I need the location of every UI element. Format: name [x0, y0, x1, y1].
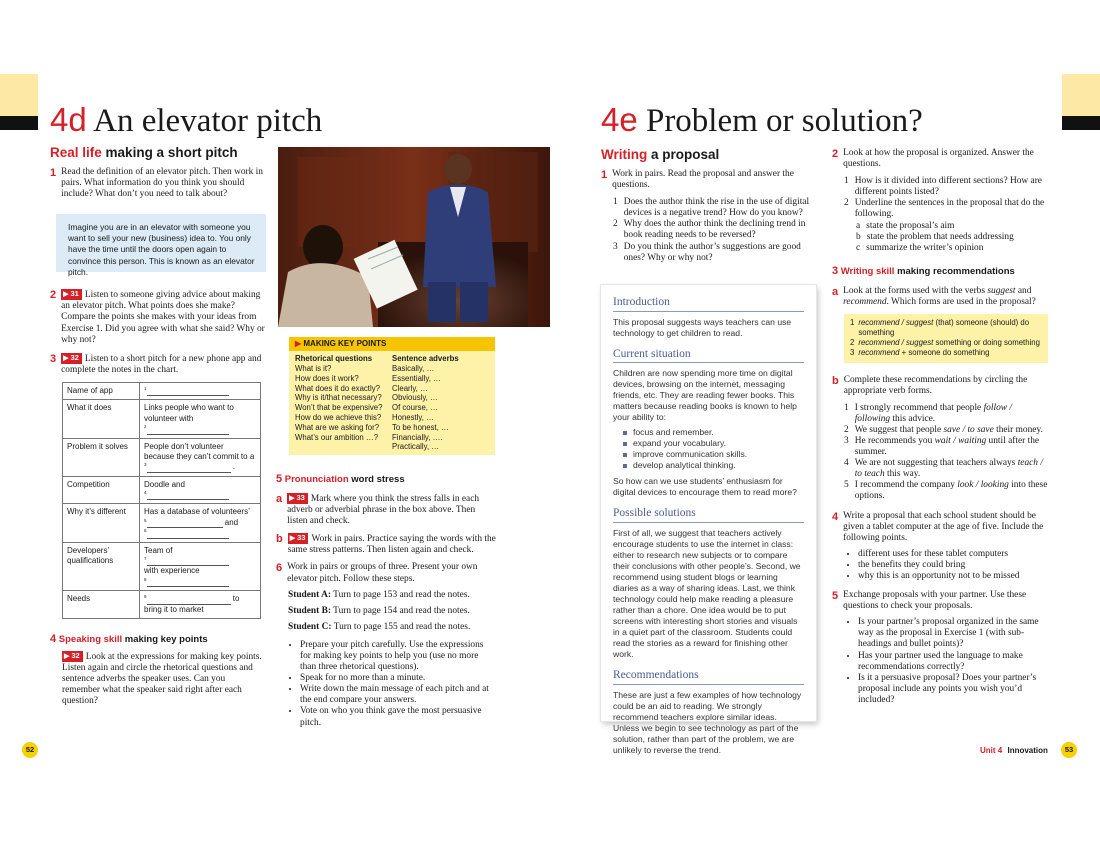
proposal-heading-situation: Current situation — [613, 347, 804, 364]
rhetorical-questions-column: Rhetorical questions What is it? How does it work? What does it do exactly? Why is it/that necessary? Won’t that be expensive? How do we achieve this? What are we asking for? What’s our ambition …? — [295, 354, 392, 452]
key-points-header: ▶ MAKING KEY POINTS — [289, 337, 495, 351]
table-row: Problem it solves People don’t volunteer because they can’t commit to a $^3$ . — [63, 438, 261, 476]
list-item: • Write down the main message of each pitch and at the end compare your answers. — [300, 684, 496, 706]
sentence-adverb: Clearly, … — [392, 383, 428, 393]
sentence-adverb: Essentially, … — [392, 373, 441, 383]
list-item: • different uses for these tablet computers — [858, 549, 1048, 560]
rhetorical-question: How does it work? — [295, 373, 359, 383]
question-list — [613, 197, 817, 264]
choice-option[interactable]: teach / to teach — [854, 458, 1043, 480]
exercise-5b: b ▶ 33 Work in pairs. Practice saying the words with the same stress patterns. Then listen again and check. — [276, 533, 496, 556]
list-item: 5 I recommend the company look / looking into these options. — [844, 480, 1048, 502]
exercise-2: 2 Look at how the proposal is organized. Answer the questions. — [832, 148, 1034, 170]
choice-option[interactable]: look / looking — [957, 480, 1009, 491]
audio-track-icon[interactable]: ▶ 32 — [62, 651, 83, 662]
list-item: • why this is an opportunity not to be missed — [858, 571, 1048, 582]
list-item: develop analytical thinking. — [623, 460, 804, 471]
right-edge-band — [1062, 116, 1100, 130]
table-row: Needs $^9$ to bring it to market — [63, 591, 261, 619]
lesson-code: 4e — [601, 101, 638, 138]
organization-questions — [844, 176, 1048, 254]
list-item: a state the proposal’s aim — [856, 220, 955, 231]
rhetorical-question: How do we achieve this? — [295, 412, 382, 422]
left-edge-band — [0, 116, 38, 130]
page-title-left — [50, 103, 322, 138]
exercise-1: 1 Work in pairs. Read the proposal and answer the questions. — [601, 169, 794, 191]
audio-track-icon[interactable]: ▶ 33 — [287, 493, 308, 504]
making-key-points-box — [289, 337, 495, 455]
list-item: 2 Underline the sentences in the proposal that do the following. — [844, 198, 1045, 220]
right-edge-tab — [1062, 74, 1100, 116]
left-edge-tab — [0, 74, 38, 116]
rhetorical-question: What does it do exactly? — [295, 383, 380, 393]
list-item: • Is your partner’s proposal organized in the same way as the proposal in Exercise 1 (with sub-headings and bullet points)? — [858, 617, 1048, 650]
elevator-photo-illustration — [278, 147, 550, 327]
section-heading-writing: Writing a proposal — [601, 147, 720, 162]
recommendation-forms-box: 1 recommend / suggest (that) someone (should) do something 2 recommend / suggest something or doing something 3 recommend + someone do something — [844, 314, 1048, 363]
page-title-right — [601, 103, 923, 138]
sentence-adverb: Basically, … — [392, 363, 435, 373]
right-column-1 — [601, 169, 817, 264]
rhetorical-question: Why is it/that necessary? — [295, 393, 382, 403]
check-questions-list — [846, 617, 1048, 706]
table-row: Why it’s different Has a database of volunteers’ $^5$ and $^6$ — [63, 504, 261, 542]
page-footer-right — [980, 746, 1048, 755]
choice-option[interactable]: save / to save — [943, 424, 994, 435]
list-item: 1 How is it divided into different sections? How are different points listed? — [844, 176, 1042, 198]
audio-track-icon[interactable]: ▶ 31 — [61, 289, 82, 300]
footer-unit: Unit 4 — [980, 746, 1003, 755]
list-item: expand your vocabulary. — [623, 438, 804, 449]
list-item: • the benefits they could bring — [858, 560, 1048, 571]
list-item: c summarize the writer’s opinion — [856, 242, 984, 253]
elevator-photo — [278, 147, 550, 327]
exercise-1: 1 Read the definition of an elevator pitch. Then work in pairs. What information do you think you should include? What don’t you need to talk about? — [50, 167, 263, 200]
exercise-3b: b Complete these recommendations by circling the appropriate verb forms. — [832, 374, 1028, 396]
table-row: Developers’ qualifications Team of $^7$ with experience $^8$ — [63, 542, 261, 591]
answer-blank[interactable] — [147, 491, 229, 500]
list-item: • Has your partner used the language to make recommendations correctly? — [858, 651, 1048, 673]
list-item: 3 Do you think the author’s suggestions are good ones? Why or why not? — [613, 241, 801, 263]
exercise-4: 4 Write a proposal that each school student should be given a tablet computer at the age of five. Include the following points. — [832, 510, 1044, 543]
audio-track-icon[interactable]: ▶ 32 — [61, 353, 82, 364]
rhetorical-question: What are we asking for? — [295, 422, 380, 432]
rhetorical-question: What’s our ambition …? — [295, 432, 379, 442]
definition-box: Imagine you are in an elevator with someone you want to sell your new (business) idea to. You only have the time until the doors open again to convince this person. This is known as an elevator pitch. — [56, 214, 266, 272]
answer-blank[interactable] — [147, 557, 229, 566]
list-item: • Prepare your pitch carefully. Use the expressions for making key points to help you (use no more than three rhetorical questions). — [300, 640, 496, 673]
sentence-adverbs-column: Sentence adverbs Basically, … Essentially, … Clearly, … Obviously, … Of course, … Honestly, … To be honest, … Financially, …. Practically, … — [392, 354, 489, 452]
audio-track-icon[interactable]: ▶ 33 — [288, 533, 309, 544]
pronunciation-heading: 5 Pronunciation word stress — [276, 473, 405, 485]
sentence-adverb: Of course, … — [392, 403, 438, 413]
lesson-title: An elevator pitch — [93, 103, 323, 139]
answer-blank[interactable] — [147, 596, 231, 605]
left-column-2 — [276, 473, 496, 729]
list-item: • Is it a persuasive proposal? Does your partner’s proposal include any points you wish you’d included? — [858, 673, 1048, 706]
sentence-adverb: Obviously, … — [392, 393, 438, 403]
proposal-heading-solutions: Possible solutions — [613, 506, 804, 523]
notes-table-wrap — [62, 382, 261, 619]
footer-topic: Innovation — [1007, 746, 1048, 755]
exercise-2: 2 ▶ 31 Listen to someone giving advice about making an elevator pitch. What points does she make? Compare the points she makes with your ideas from Exercise 1. Did you agree with what she said? Why or why not? — [50, 289, 265, 345]
page-number-right: 53 — [1061, 742, 1077, 758]
proposal-document: Introduction This proposal suggests ways teachers can use technology to get children to read. Current situation Children are now spending more time on digital devices, browsing on the internet, messaging friends, etc. They are reading fewer books. This matters because reading books is known to help your ability to: focus and remember. expand your vocabulary. improve communication skills. develop analytical thinking. So how can we use students’ enthusiasm for digital devices to encourage them to read more? Possible solutions First of all, we suggest that teachers actively encourage students to use the internet in class: either to research new subjects or to compare their conclusions with other people’s. Second, we recommend using student blogs or learning diaries as a way of sharing ideas. Last, we think technology could help make reading a pleasure rather than a chore. One idea would be to put screens with interesting short stories and visuals in a quiet part of the classroom. Students could read the stories as a reward for finishing other work. Recommendations These are just a few examples of how technology could be an aid to reading. We strongly recommend teachers explore similar ideas. Unless we begin to see technology as part of the solution, rather than part of the problem, we are unlikely to reverse the trend. — [601, 285, 816, 721]
list-item: • Speak for no more than a minute. — [300, 673, 496, 684]
student-instructions: Student A: Turn to page 153 and read the notes. Student B: Turn to page 154 and read the notes. Student C: Turn to page 155 and read the notes. — [288, 589, 471, 632]
table-row: Competition Doodle and $^4$ — [63, 476, 261, 504]
list-item: 2 We suggest that people save / to save their money. — [844, 424, 1043, 435]
writing-skill-heading: 3 Writing skill making recommendations — [832, 264, 1015, 277]
list-item: 1 I strongly recommend that people follow / following this advice. — [844, 402, 1012, 424]
table-row: Name of app $^1$ — [63, 382, 261, 399]
exercise-4-text: ▶ 32 Look at the expressions for making key points. Listen again and circle the rhetorical questions and sentence adverbs the speaker uses. Can you remember what the speaker said right after each question? — [62, 651, 265, 707]
sentence-adverb: Financially, …. — [392, 432, 443, 442]
choice-option[interactable]: wait / waiting — [934, 435, 987, 446]
exercise-3a: a Look at the forms used with the verbs suggest and recommend. Which forms are used in the proposal? — [832, 285, 1036, 307]
right-column-2 — [832, 148, 1048, 706]
page-number-left: 52 — [22, 742, 38, 758]
left-column-1 — [50, 167, 265, 707]
rhetorical-question: What is it? — [295, 363, 332, 373]
sentence-adverb: Practically, … — [392, 442, 440, 452]
proposal-heading-recommendations: Recommendations — [613, 668, 804, 685]
answer-blank[interactable] — [147, 530, 229, 539]
lesson-title: Problem or solution? — [645, 103, 923, 139]
lesson-code: 4d — [50, 101, 87, 138]
speaking-skill-heading: 4 Speaking skill making key points — [50, 632, 208, 645]
answer-blank[interactable] — [147, 578, 229, 587]
proposal-heading-introduction: Introduction — [613, 295, 804, 312]
section-heading-real-life: Real life making a short pitch — [50, 145, 238, 160]
sentence-adverb: To be honest, … — [392, 422, 449, 432]
proposal-points-list — [846, 549, 1048, 582]
sentence-adverb: Honestly, … — [392, 412, 434, 422]
notes-table — [62, 382, 261, 619]
exercise-5a: a ▶ 33 Mark where you think the stress falls in each adverb or adverbial phrase in the box above. Then listen and check. — [276, 493, 496, 527]
answer-blank[interactable] — [147, 519, 223, 528]
answer-blank[interactable] — [147, 426, 229, 435]
proposal-bullets — [613, 427, 804, 471]
list-item: • Vote on who you think gave the most persuasive pitch. — [300, 706, 496, 728]
table-row: What it does Links people who want to volunteer with $^2$ — [63, 400, 261, 438]
list-item: 1 Does the author think the rise in the use of digital devices is a negative trend? How do you know? — [613, 197, 810, 219]
list-item: focus and remember. — [623, 427, 804, 438]
list-item: improve communication skills. — [623, 449, 804, 460]
list-item: 2 Why does the author think the declining trend in book reading needs to be reversed? — [613, 219, 806, 241]
answer-blank[interactable] — [147, 464, 231, 473]
answer-blank[interactable] — [147, 387, 229, 396]
exercise-6: 6 Work in pairs or groups of three. Present your own elevator pitch. Follow these steps. — [276, 562, 478, 584]
list-item: 3 He recommends you wait / waiting until after the summer. — [844, 435, 1040, 458]
exercise-5: 5 Exchange proposals with your partner. Use these questions to check your proposals. — [832, 590, 1027, 612]
choice-option[interactable]: follow / following — [854, 402, 1012, 424]
list-item: b state the problem that needs addressing — [856, 231, 1014, 242]
rhetorical-question: Won’t that be expensive? — [295, 403, 383, 413]
verb-form-list — [844, 403, 1048, 503]
pitch-steps-list — [288, 640, 496, 729]
list-item: 4 We are not suggesting that teachers always teach / to teach this way. — [844, 458, 1043, 480]
exercise-3: 3 ▶ 32 Listen to a short pitch for a new phone app and complete the notes in the chart. — [50, 353, 265, 376]
